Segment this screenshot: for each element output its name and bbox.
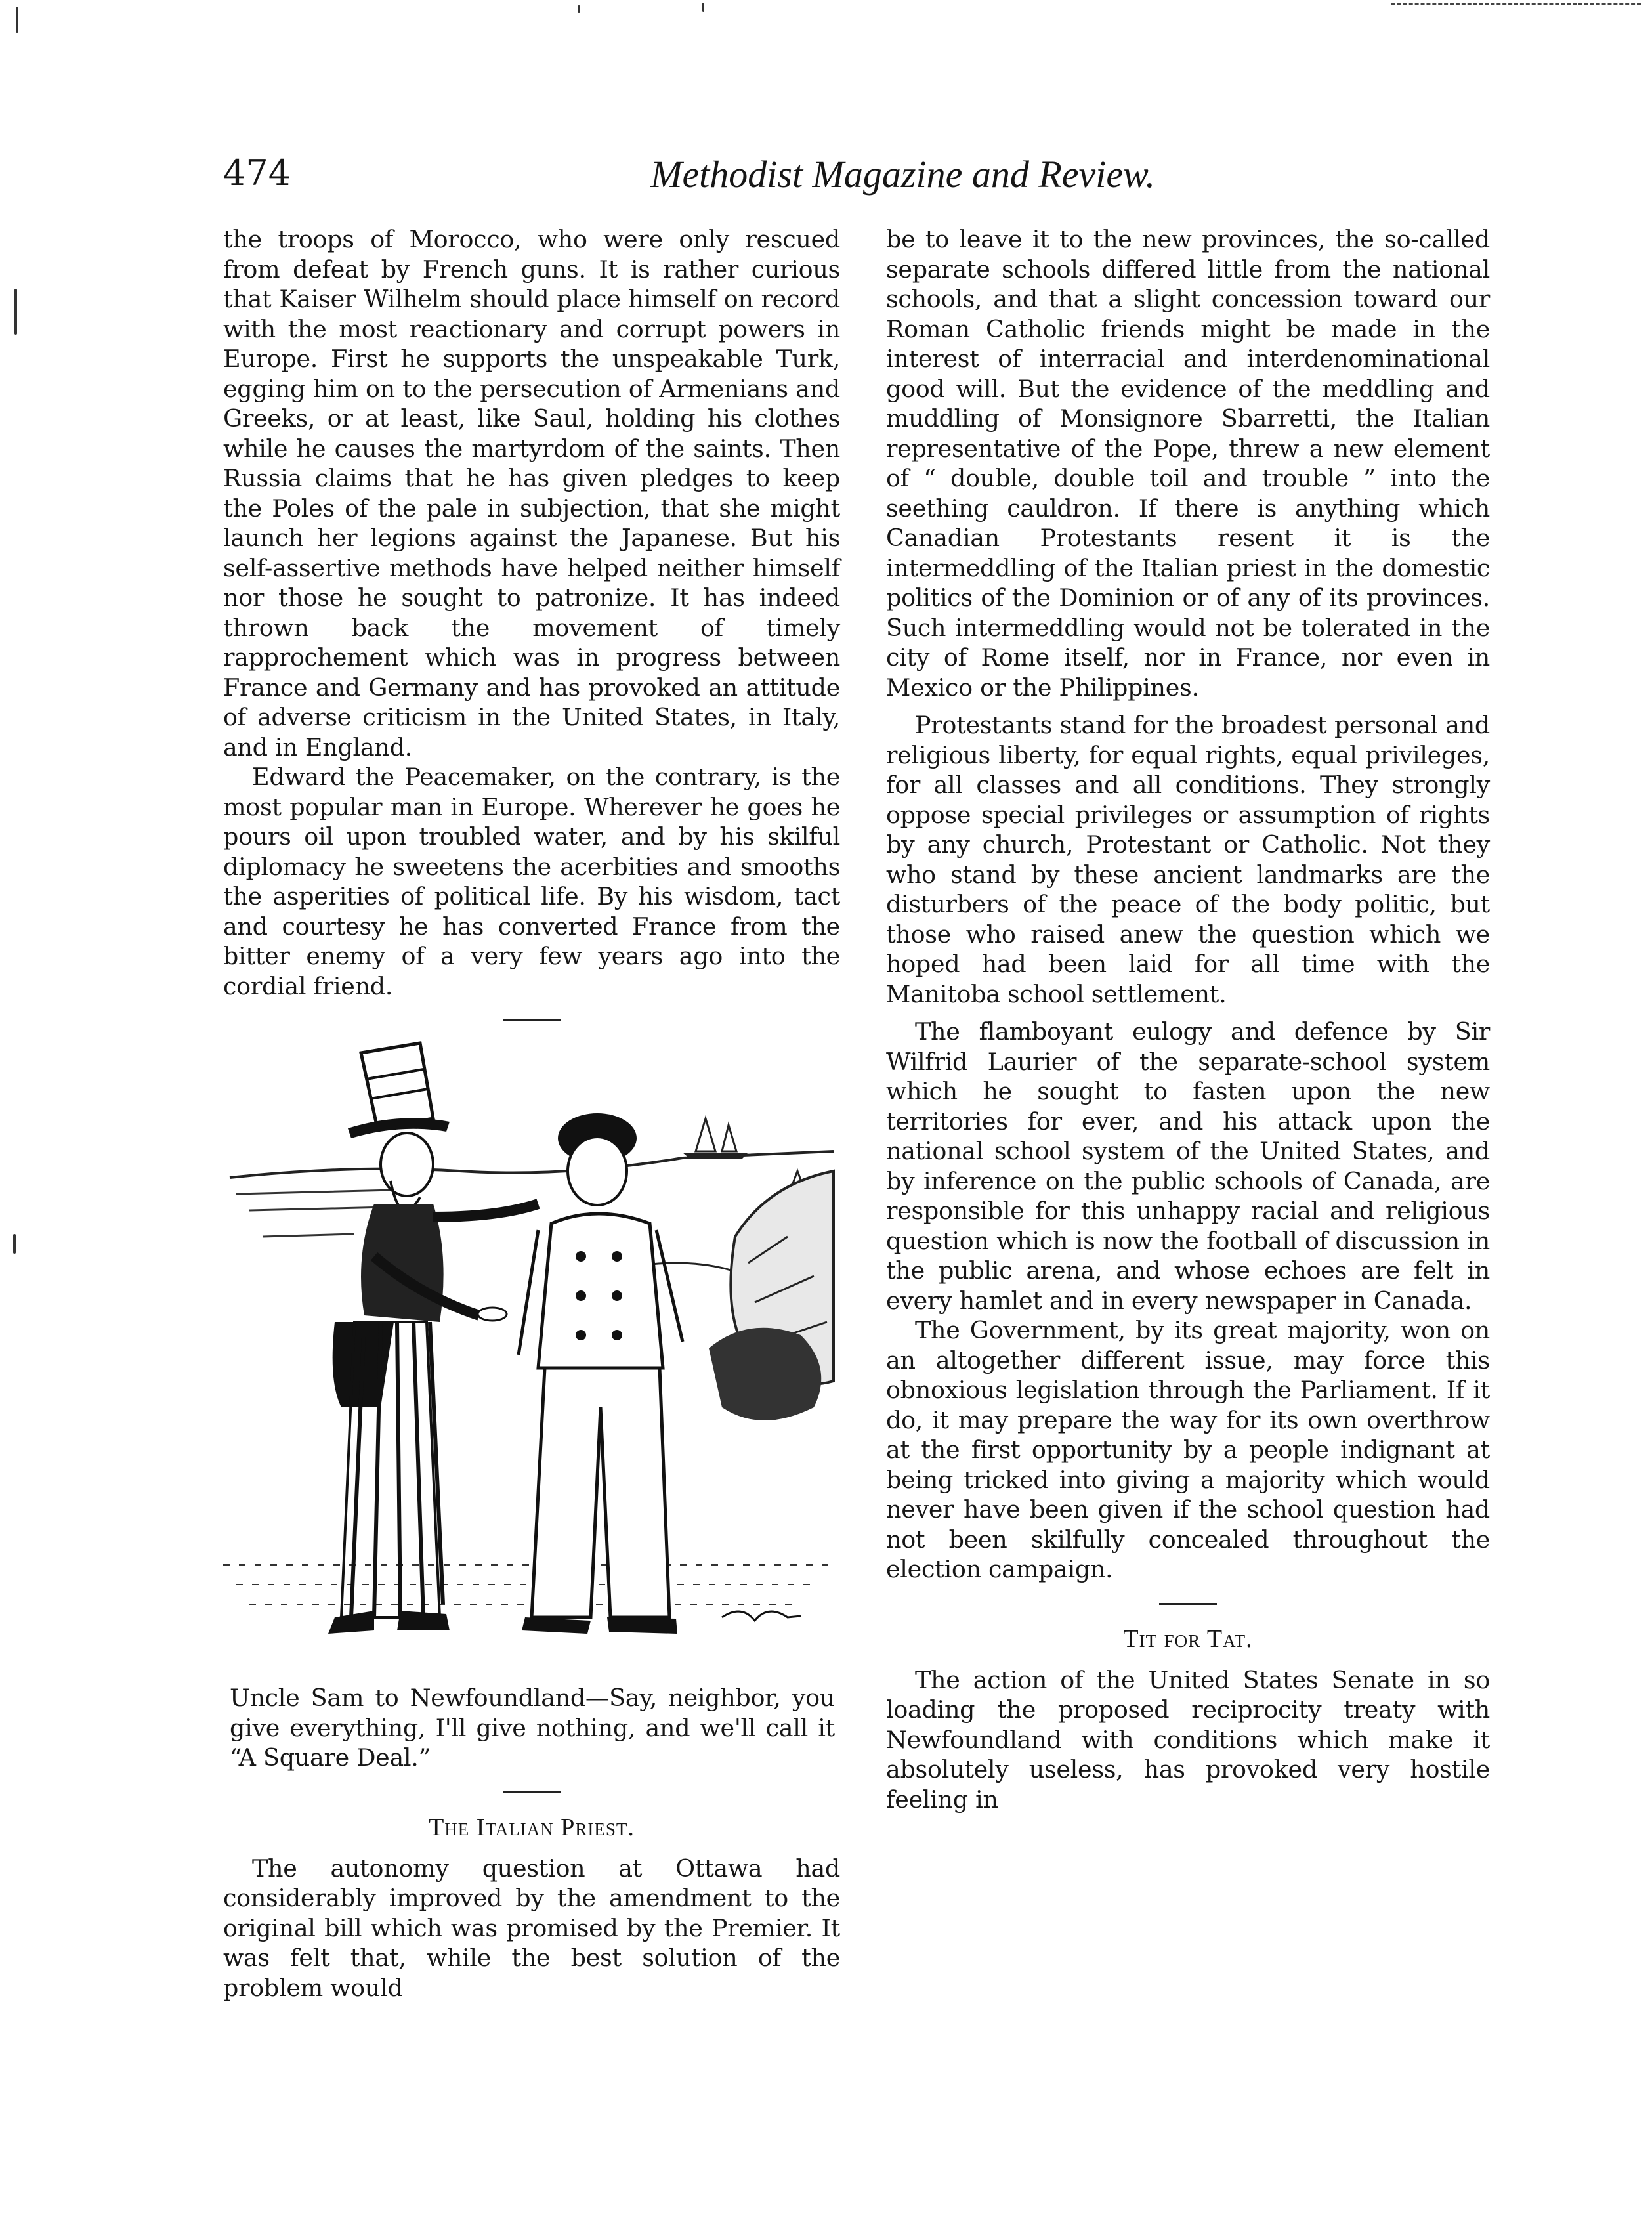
scan-mark xyxy=(14,289,17,335)
illustration-caption: Uncle Sam to Newfoundland—Say, neighbor, you give everything, I'll give nothing, and we'll call it “A Square Deal.” xyxy=(230,1684,835,1772)
page-header xyxy=(223,152,1155,211)
page-number: 474 xyxy=(223,152,291,194)
paragraph: Protestants stand for the broadest personal and religious liberty, for equal rights, equal privileges, for all classes and all conditions. They strongly oppose special privileges or assumption of rights by any church, Protestant or Catholic. Not they who stand by these ancient landmarks are the disturbers of the peace of the body politic, but those who raised anew the question which we hoped had been laid for all time with the Manitoba school settlement. xyxy=(886,711,1490,1008)
cartoon-illustration xyxy=(223,1040,840,1683)
paragraph: The action of the United States Senate in so loading the proposed reciprocity treaty with Newfoundland with conditions which make it absolutely useless, has provoked very hostile feeling in xyxy=(886,1665,1490,1814)
section-title: Tit for Tat. xyxy=(1123,1625,1253,1653)
section-title: The Italian Priest. xyxy=(429,1813,635,1841)
scan-mark xyxy=(578,5,580,13)
running-head: Methodist Magazine and Review. xyxy=(650,153,1155,196)
paragraph: The flamboyant eulogy and defence by Sir Wilfrid Laurier of the separate-school system which he sought to fasten upon the new territories for ever, and his attack upon the national school system of the United States, and by inference on the public schools of Canada, are responsible for this unhappy racial and religious question which is now the football of discussion in the public arena, and whose echoes are felt in every hamlet and in every newspaper in Canada. xyxy=(886,1017,1490,1315)
left-column xyxy=(223,224,840,2003)
paragraph: the troops of Morocco, who were only rescued from defeat by French guns. It is rather curious that Kaiser Wilhelm should place himself on record with the most reactionary and corrupt powers in Europe. First he supports the unspeakable Turk, egging him on to the persecution of Armenians and Greeks, or at least, like Saul, holding his clothes while he causes the martyrdom of the saints. Then Russia claims that he has given pledges to keep the Poles of the pale in subjection, that she might launch her legions against the Japanese. But his self-assertive methods have helped neither himself nor those he sought to patronize. It has indeed thrown back the movement of timely rapprochement which was in progress between France and Germany and has provoked an attitude of adverse criticism in the United States, in Italy, and in England. xyxy=(223,225,840,761)
scan-mark xyxy=(702,3,704,12)
right-column xyxy=(886,224,1490,1814)
paragraph: The autonomy question at Ottawa had considerably improved by the amendment to the original bill which was promised by the Premier. It was felt that, while the best solution of the problem would xyxy=(223,1854,840,2002)
section-divider xyxy=(1159,1603,1217,1605)
section-divider xyxy=(503,1019,561,1021)
paragraph: be to leave it to the new provinces, the so-called separate schools differed little from the national schools, and that a slight concession toward our Roman Catholic friends might be made in the interest of interracial and interdenominational good will. But the evidence of the meddling and muddling of Monsignore Sbarretti, the Italian representative of the Pope, threw a new element of “ double, double toil and trouble ” into the seething cauldron. If there is anything which Canadian Protestants resent it is the intermeddling of the Italian priest in the domestic politics of the Dominion or of any of its provinces. Such intermeddling would not be tolerated in the city of Rome itself, nor in France, nor even in Mexico or the Philippines. xyxy=(886,225,1490,702)
top-edge-rule xyxy=(1391,3,1641,5)
scan-mark xyxy=(13,1234,16,1254)
section-divider xyxy=(503,1791,561,1793)
scan-mark xyxy=(16,7,18,33)
paragraph: The Government, by its great majority, won on an altogether different issue, may force this obnoxious legislation through the Parliament. If it do, it may prepare the way for its own overthrow at the first opportunity by a people indignant at being tricked into giving a majority which would never have been given if the school question had not been skilfully concealed throughout the election campaign. xyxy=(886,1316,1490,1583)
paragraph: Edward the Peacemaker, on the contrary, is the most popular man in Europe. Wherever he goes he pours oil upon troubled water, and by his skilful diplomacy he sweetens the acerbities and smooths the asperities of political life. By his wisdom, tact and courtesy he has converted France from the bitter enemy of a very few years ago into the cordial friend. xyxy=(223,763,840,1000)
